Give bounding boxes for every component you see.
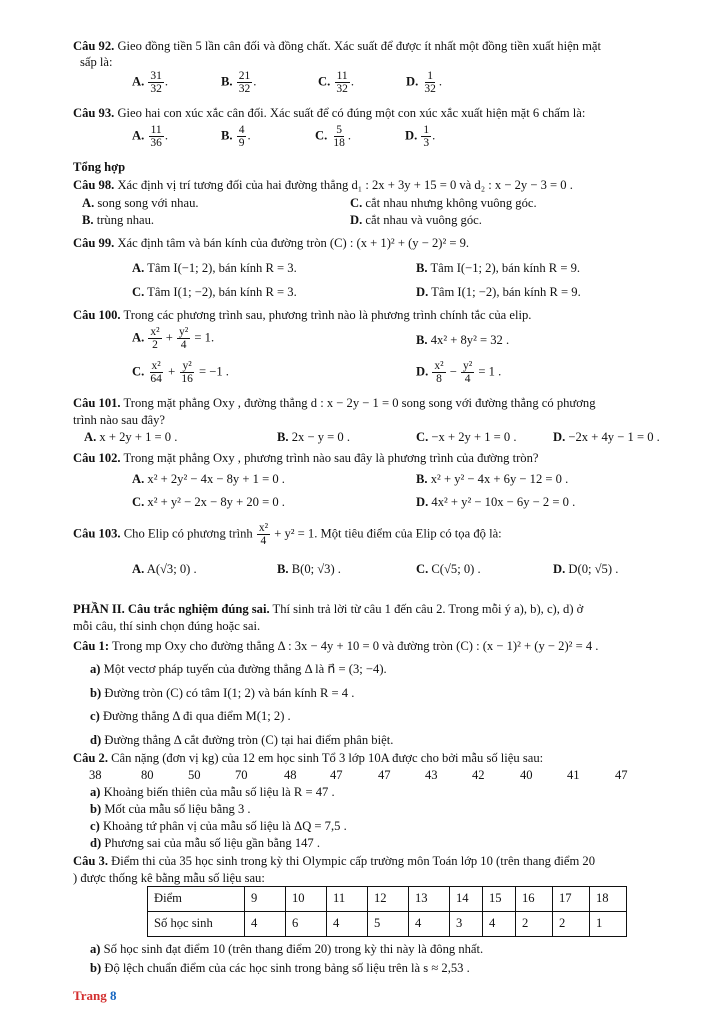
option-d: D. Tâm I(1; −2), bán kính R = 9. [416,285,581,299]
question-99: Câu 99. Xác định tâm và bán kính của đường tròn (C) : (x + 1)² + (y − 2)² = 9. [73,236,470,250]
option-b: B. B(0; √3) . [277,562,341,576]
option-d: D. $\frac{1}{32}$ . [406,70,443,96]
option-b: B. 2x − y = 0 . [277,430,351,444]
question-102: Câu 102. Trong mặt phẳng Oxy , phương trình nào sau đây là phương trình của đường tròn? [73,451,539,465]
option-a: A. A(√3; 0) . [132,562,197,576]
data-value: 40 [520,768,533,782]
question-text-cont: sấp là: [80,55,113,69]
option-a: A. $\frac{31}{32}$ . [132,70,169,96]
question-text-cont: trình nào sau đây? [73,413,165,427]
statement-b: b) Mốt của mẫu số liệu bằng 3 . [90,802,251,816]
option-c: C. $\frac{\text{x²}}{64}$ + $\frac{\text{y²}}{16}$ = −1 . [132,360,229,386]
option-c: C. cắt nhau nhưng không vuông góc. [350,196,537,210]
question-92 [73,39,601,55]
data-value: 80 [141,768,154,782]
tf-question-2: Câu 2. Cân nặng (đơn vị kg) của 12 em học sinh Tổ 3 lớp 10A được cho bởi mẫu số liệu sau: [73,751,544,765]
option-c: C. x² + y² − 2x − 8y + 20 = 0 . [132,495,285,509]
question-101: Câu 101. Trong mặt phẳng Oxy , đường thẳng d : x − 2y − 1 = 0 song song với đường thẳng có phương [73,396,596,410]
tf-question-1: Câu 1: Trong mp Oxy cho đường thẳng Δ : 3x − 4y + 10 = 0 và đường tròn (C) : (x − 1)² + (y − 2)² = 4 . [73,639,599,653]
statement-b: b) Đường tròn (C) có tâm I(1; 2) và bán kính R = 4 . [90,686,355,700]
data-value: 47 [615,768,628,782]
option-c: C. $\frac{5}{18}$ . [315,124,352,150]
statement-c: c) Khoảng tứ phân vị của mẫu số liệu là ΔQ = 7,5 . [90,819,347,833]
option-c: C. Tâm I(1; −2), bán kính R = 3. [132,285,297,299]
part-2-heading: PHẦN II. Câu trắc nghiệm đúng sai. Thí sinh trả lời từ câu 1 đến câu 2. Trong mỗi ý a), b), c), d) ở [73,602,584,616]
data-value: 47 [330,768,343,782]
option-d: D. −2x + 4y − 1 = 0 . [553,430,660,444]
question-93 [73,106,585,122]
data-value: 41 [567,768,580,782]
question-100: Câu 100. Trong các phương trình sau, phương trình nào là phương trình chính tắc của elip. [73,308,532,322]
option-c: C. C(√5; 0) . [416,562,481,576]
question-103: Câu 103. Cho Elip có phương trình $\frac{\text{x²}}{4}$ + y² = 1. Một tiêu điểm của Elip có tọa độ là: [73,522,502,548]
statement-a: a) Một vectơ pháp tuyến của đường thẳng Δ là n⃗ = (3; −4). [90,662,387,676]
question-label: Câu 92. [73,39,115,53]
option-a: A. x² + 2y² − 4x − 8y + 1 = 0 . [132,472,285,486]
tf-question-3: Câu 3. Điểm thi của 35 học sinh trong kỳ thi Olympic cấp trường môn Toán lớp 10 (trên thang điểm 20 [73,854,596,868]
option-d: D. D(0; √5) . [553,562,619,576]
data-value: 50 [188,768,201,782]
option-d: D. $\frac{1}{3}$ . [405,124,436,150]
option-b: B. Tâm I(−1; 2), bán kính R = 9. [416,261,581,275]
statement-d: d) Đường thẳng Δ cắt đường tròn (C) tại hai điểm phân biệt. [90,733,394,747]
option-b: B. $\frac{4}{9}$ . [221,124,251,150]
option-b: B. trùng nhau. [82,213,155,227]
option-d: D. cắt nhau và vuông góc. [350,213,482,227]
statement-c: c) Đường thẳng Δ đi qua điểm M(1; 2) . [90,709,291,723]
option-a: A. $\frac{\text{x²}}{2}$ + $\frac{\text{y²}}{4}$ = 1. [132,326,215,352]
option-a: A. x + 2y + 1 = 0 . [84,430,178,444]
score-frequency-table [147,886,627,937]
data-value: 47 [378,768,391,782]
table-row-header: Số học sinh [148,912,245,937]
data-value: 70 [235,768,248,782]
question-label: Câu 93. [73,106,115,120]
data-value: 38 [89,768,102,782]
option-d: D. 4x² + y² − 10x − 6y − 2 = 0 . [416,495,576,509]
option-a: A. $\frac{11}{36}$ . [132,124,169,150]
option-a: A. song song với nhau. [82,196,199,210]
data-value: 48 [284,768,297,782]
option-c: C. −x + 2y + 1 = 0 . [416,430,517,444]
question-text: Gieo đồng tiền 5 lần cân đối và đồng chất. Xác suất để được ít nhất một đồng tiền xuất hiện mặt [117,39,601,53]
statement-a: a) Số học sinh đạt điểm 10 (trên thang điểm 20) trong kỳ thi này là đông nhất. [90,942,484,956]
option-b: B. $\frac{21}{32}$ . [221,70,257,96]
table-row-header: Điểm [148,887,245,912]
table-row: Điểm 9 10 11 12 13 14 15 16 17 18 [148,887,627,912]
table-row: Số học sinh 4 6 4 5 4 3 4 2 2 1 [148,912,627,937]
question-98: Câu 98. Xác định vị trí tương đối của hai đường thẳng d₁ : 2x + 3y + 15 = 0 và d₂ : x − 2y − 3 = 0 . [73,178,573,192]
statement-a: a) Khoảng biến thiên của mẫu số liệu là R = 47 . [90,785,335,799]
option-c: C. $\frac{11}{32}$ . [318,70,355,96]
question-text: Gieo hai con xúc xắc cân đối. Xác suất để có đúng một con xúc xắc xuất hiện mặt 6 chấm là: [117,106,586,120]
option-b: B. 4x² + 8y² = 32 . [416,333,510,347]
question-text-cont: ) được thống kê bằng mẫu số liệu sau: [73,871,265,885]
page-number: Trang 8 [73,988,117,1003]
part-2-text-cont: mỗi câu, thí sinh chọn đúng hoặc sai. [73,619,261,633]
data-value: 42 [472,768,485,782]
data-value: 43 [425,768,438,782]
section-heading: Tổng hợp [73,160,126,174]
option-b: B. x² + y² − 4x + 6y − 12 = 0 . [416,472,569,486]
option-a: A. Tâm I(−1; 2), bán kính R = 3. [132,261,297,275]
statement-d: d) Phương sai của mẫu số liệu gần bằng 147 . [90,836,321,850]
option-d: D. $\frac{\text{x²}}{8}$ − $\frac{\text{y²}}{4}$ = 1 . [416,360,502,386]
statement-b: b) Độ lệch chuẩn điểm của các học sinh trong bảng số liệu trên là s ≈ 2,53 . [90,961,470,975]
